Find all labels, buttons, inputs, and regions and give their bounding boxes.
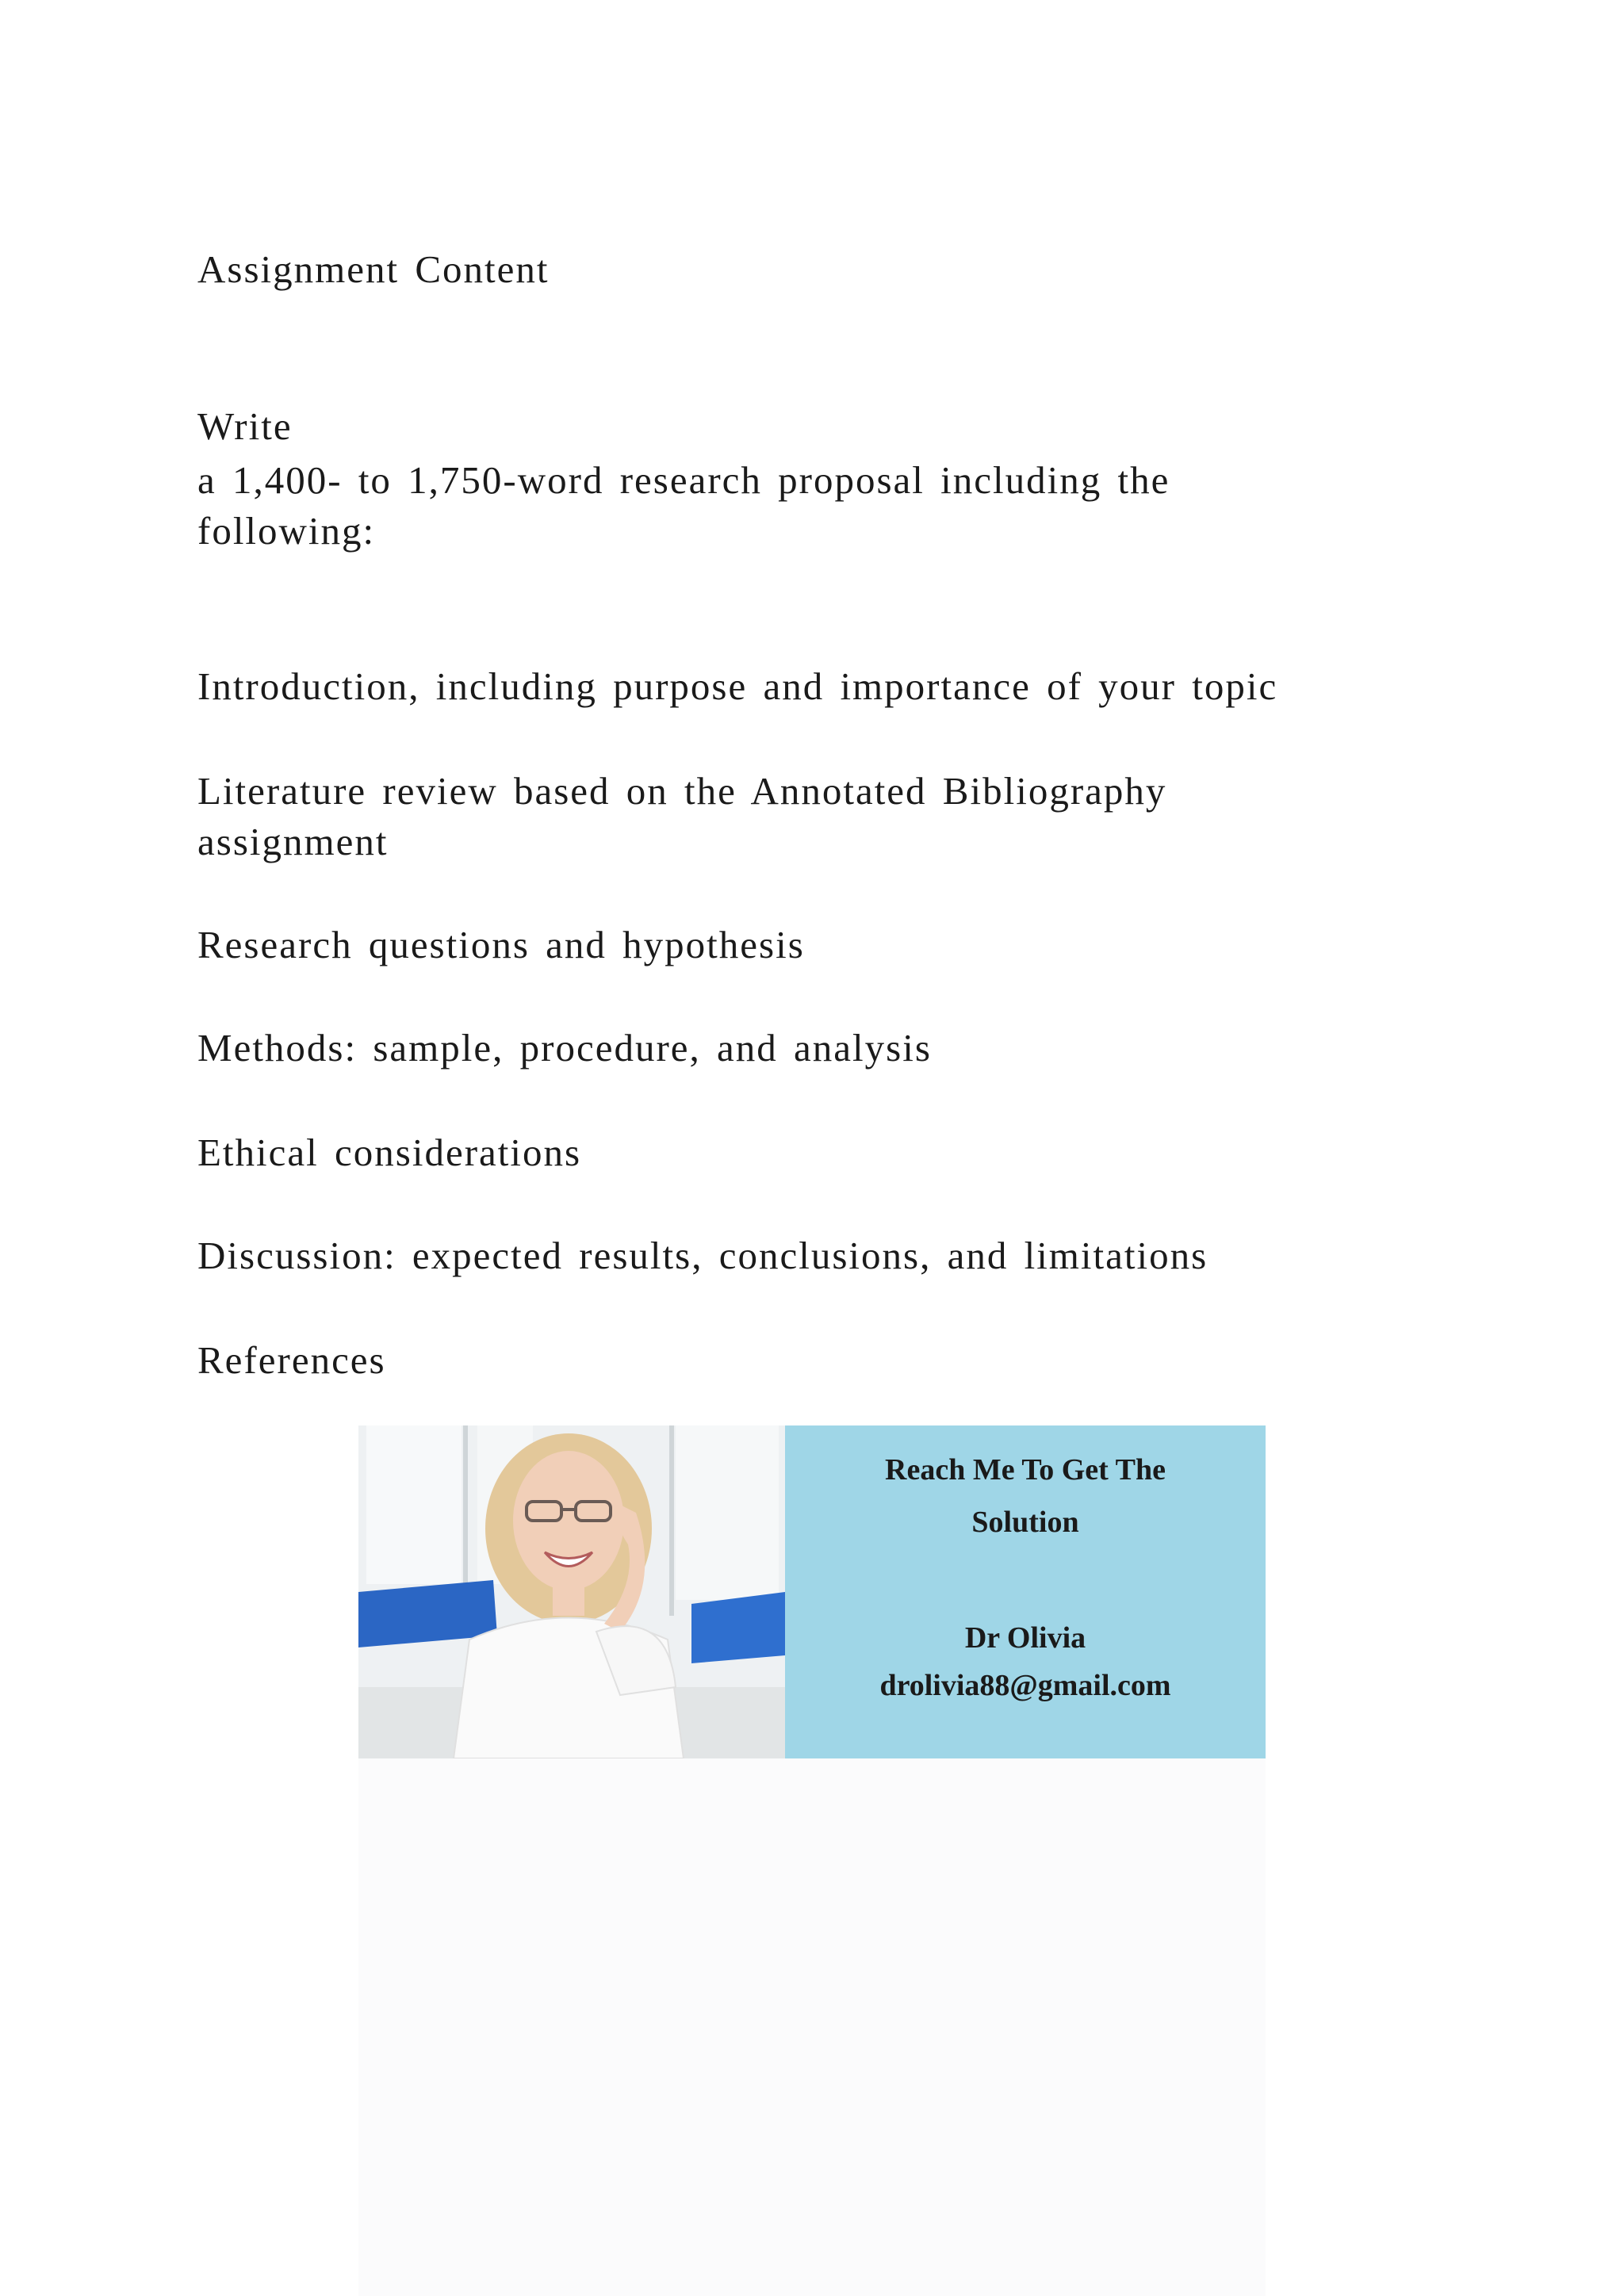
banner-subheadline: Solution [971, 1506, 1079, 1539]
banner-headline: Reach Me To Get The [885, 1453, 1166, 1487]
portrait-photo [358, 1425, 785, 1758]
contact-name: Dr Olivia [964, 1621, 1086, 1655]
list-item-introduction: Introduction, including purpose and importance of your topic [197, 664, 1278, 708]
assignment-instruction: a 1,400- to 1,750-word research proposal including the following: [197, 458, 1170, 553]
list-item-literature-review: Literature review based on the Annotated Bibliography assignment [197, 769, 1167, 863]
list-item-ethics: Ethical considerations [197, 1131, 582, 1174]
write-label: Write [197, 404, 293, 448]
faded-image-area [358, 1758, 1266, 2296]
contact-panel [785, 1425, 1266, 1758]
list-item-discussion: Discussion: expected results, conclusions, and limitations [197, 1234, 1208, 1277]
page-title: Assignment Content [197, 247, 550, 291]
list-item-research-questions: Research questions and hypothesis [197, 923, 805, 966]
promo-banner [358, 1425, 1266, 1758]
contact-email[interactable]: drolivia88@gmail.com [879, 1669, 1171, 1702]
list-item-methods: Methods: sample, procedure, and analysis [197, 1026, 932, 1070]
list-item-references: References [197, 1338, 386, 1382]
portrait-illustration [358, 1425, 785, 1758]
